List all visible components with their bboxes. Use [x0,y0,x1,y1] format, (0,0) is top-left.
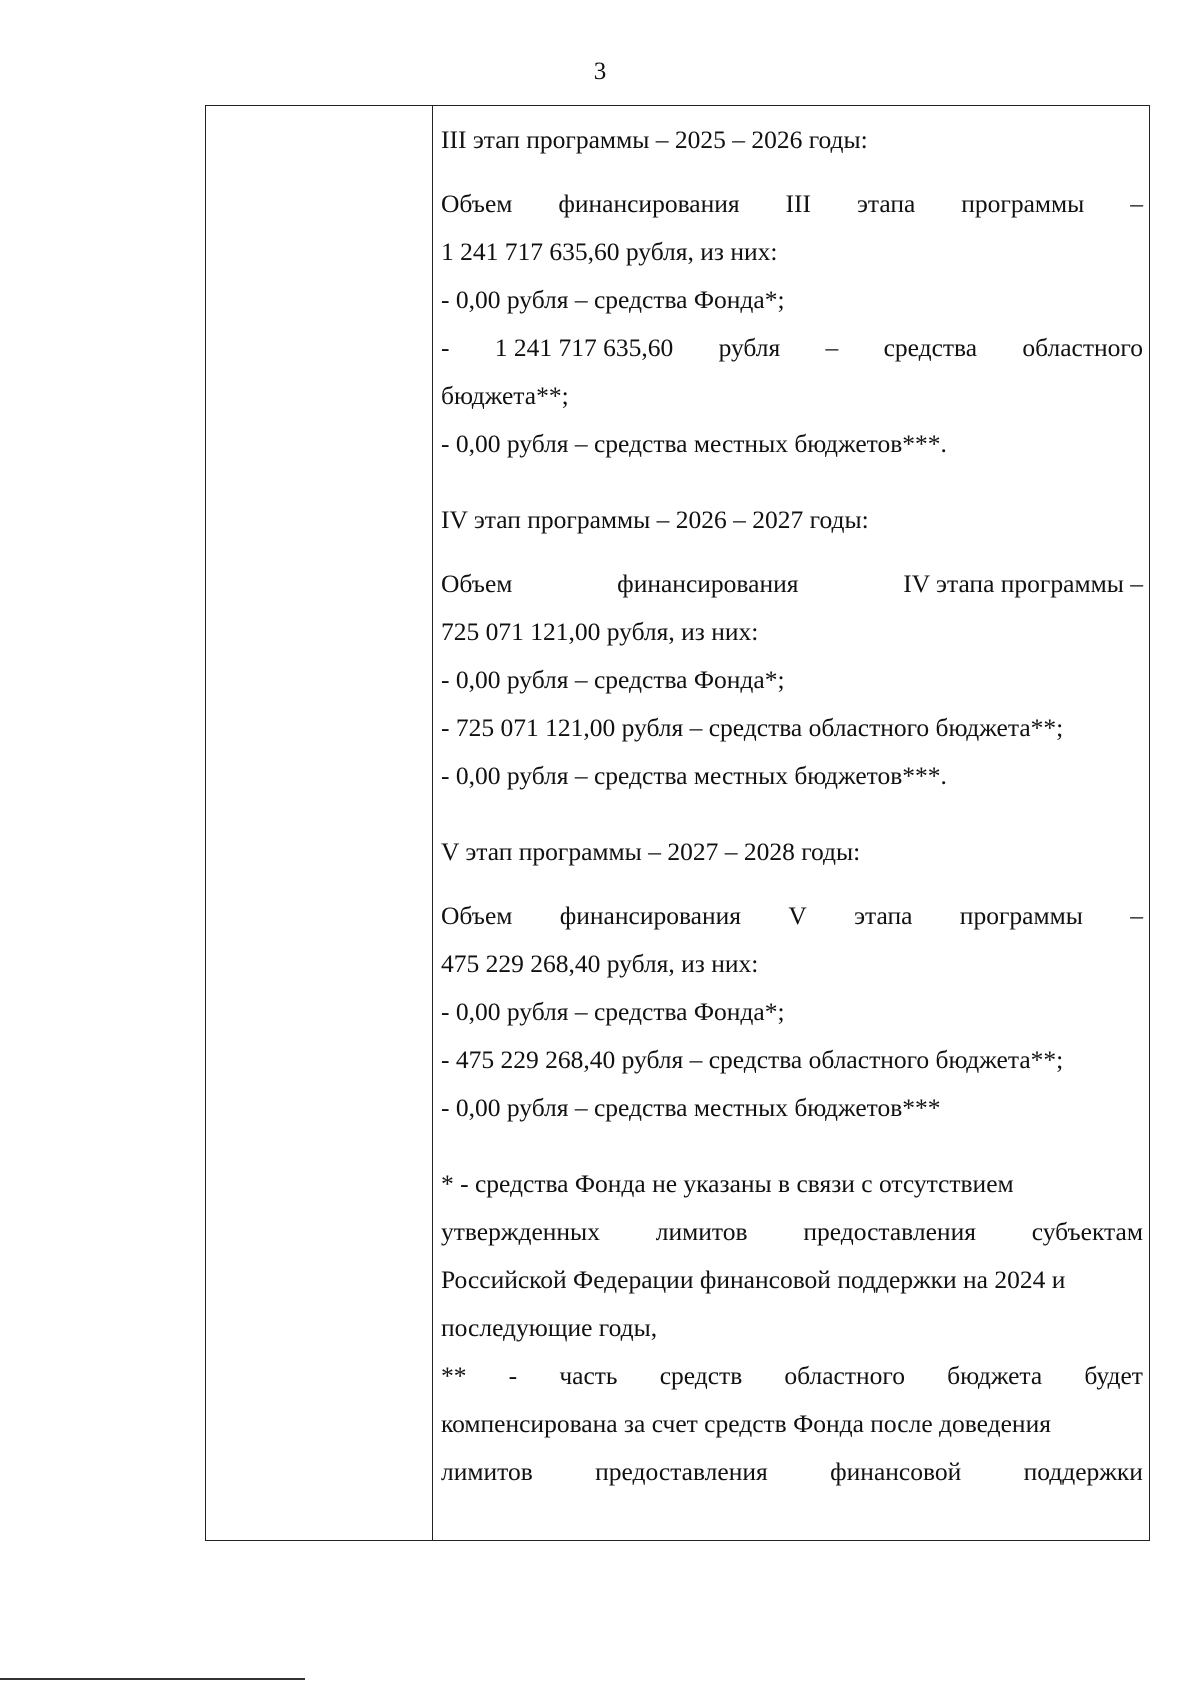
regional-line: - 725 071 121,00 рубля – средства областного бюджета**; [441,713,1064,742]
bottom-rule [0,1678,305,1680]
word: Объем [441,901,513,930]
local-line: - 0,00 рубля – средства местных бюджетов***. [441,761,947,790]
footnote-1-line: последующие годы, [441,1313,658,1342]
word: будет [1084,1361,1143,1390]
volume-amount: 1 241 717 635,60 рубля, из них: [441,237,778,266]
word: - [508,1361,518,1390]
volume-amount: 725 071 121,00 рубля, из них: [441,617,759,646]
local-line: - 0,00 рубля – средства местных бюджетов***. [441,429,947,458]
word: областного [1022,333,1143,362]
word: – [825,333,839,362]
word: предоставления [595,1457,768,1486]
footnote-1-line [441,1208,1143,1256]
word: часть [559,1361,618,1390]
footnote-2-line: компенсирована за счет средств Фонда после доведения [441,1409,1051,1438]
word: Объем [441,189,513,218]
stage-heading: III этап программы – 2025 – 2026 годы: [441,125,868,154]
footnote-1-line: * - средства Фонда не указаны в связи с отсутствием [441,1169,1014,1198]
word: поддержки [1023,1457,1143,1486]
column-divider [432,105,433,1541]
word: субъектам [1031,1217,1143,1246]
word: – [1130,189,1143,218]
volume-line [441,560,1143,608]
word: программы [961,189,1085,218]
volume-line [441,892,1143,940]
word: этапа [856,189,916,218]
word: лимитов [655,1217,748,1246]
footnote-1-line: Российской Федерации финансовой поддержки на 2024 и [441,1265,1066,1294]
word: – [1130,901,1143,930]
local-line: - 0,00 рубля – средства местных бюджетов*** [441,1093,941,1122]
volume-amount: 475 229 268,40 рубля, из них: [441,949,759,978]
word: 1 241 717 635,60 [494,333,674,362]
word: лимитов [441,1457,533,1486]
word: этапа [854,901,913,930]
page-number: 3 [593,58,607,85]
stage-heading: V этап программы – 2027 – 2028 годы: [441,837,861,866]
regional-line-tail: бюджета**; [441,381,569,410]
footnote-2-line [441,1352,1143,1400]
word: рубля [718,333,781,362]
word: бюджета [947,1361,1043,1390]
word: средства [883,333,978,362]
fund-line: - 0,00 рубля – средства Фонда*; [441,665,785,694]
volume-line [441,180,1143,228]
regional-line [441,324,1143,372]
fund-line: - 0,00 рубля – средства Фонда*; [441,285,785,314]
word: IV этапа программы – [903,569,1143,598]
word: финансовой [830,1457,962,1486]
word: программы [959,901,1083,930]
regional-line: - 475 229 268,40 рубля – средства областного бюджета**; [441,1045,1064,1074]
word: областного [784,1361,905,1390]
word: - [441,333,450,362]
word: III [785,189,812,218]
word: Объем [441,569,513,598]
table-right-cell [441,116,1143,1496]
word: средств [659,1361,743,1390]
footnote-2-line [441,1448,1143,1496]
word: V [788,901,807,930]
word: предоставления [803,1217,976,1246]
word: финансирования [558,189,740,218]
word: финансирования [617,569,799,598]
fund-line: - 0,00 рубля – средства Фонда*; [441,997,785,1026]
word: финансирования [559,901,742,930]
word: ** [441,1361,467,1390]
word: утвержденных [441,1217,600,1246]
stage-heading: IV этап программы – 2026 – 2027 годы: [441,505,869,534]
